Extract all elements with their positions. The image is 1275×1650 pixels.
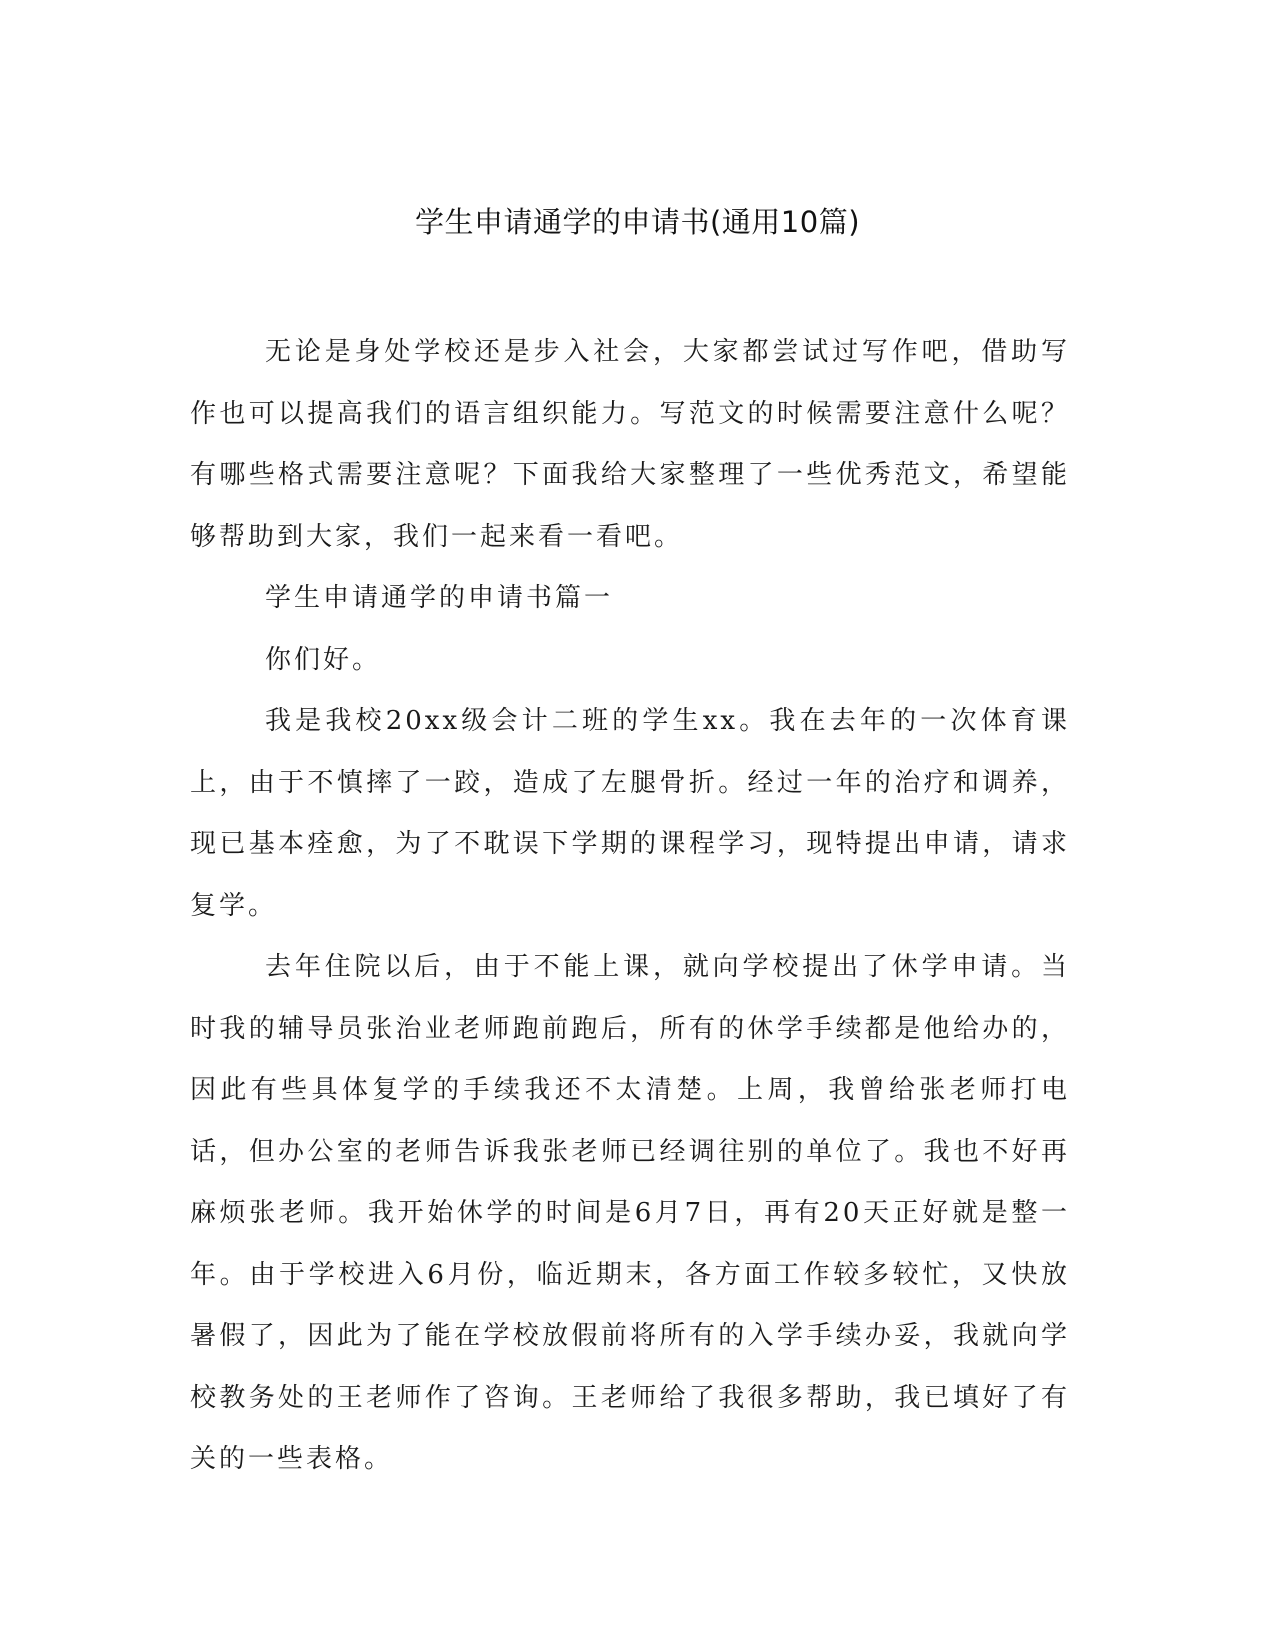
body-paragraph: 我是我校20xx级会计二班的学生xx。我在去年的一次体育课上，由于不慎摔了一跤，造成了左腿骨折。经过一年的治疗和调养，现已基本痊愈，为了不耽误下学期的课程学习，现特提出申请，请求复学。 (190, 706, 1070, 921)
body-paragraph: 去年住院以后，由于不能上课，就向学校提出了休学申请。当时我的辅导员张治业老师跑前跑后，所有的休学手续都是他给办的，因此有些具体复学的手续我还不太清楚。上周，我曾给张老师打电话，但办公室的老师告诉我张老师已经调往别的单位了。我也不好再麻烦张老师。我开始休学的时间是6月7日，再有20天正好就是整一年。由于学校进入6月份，临近期末，各方面工作较多较忙，又快放暑假了，因此为了能在学校放假前将所有的入学手续办妥，我就向学校教务处的王老师作了咨询。王老师给了我很多帮助，我已填好了有关的一些表格。 (190, 952, 1070, 1474)
document-title: 学生申请通学的申请书(通用10篇) (414, 205, 861, 239)
section-heading: 学生申请通学的申请书篇一 (265, 583, 614, 613)
salutation: 你们好。 (265, 644, 382, 675)
document-body (190, 322, 1070, 1491)
intro-paragraph: 无论是身处学校还是步入社会，大家都尝试过写作吧，借助写作也可以提高我们的语言组织能力。写范文的时候需要注意什么呢？有哪些格式需要注意呢？下面我给大家整理了一些优秀范文，希望能够帮助到大家，我们一起来看一看吧。 (190, 337, 1070, 552)
